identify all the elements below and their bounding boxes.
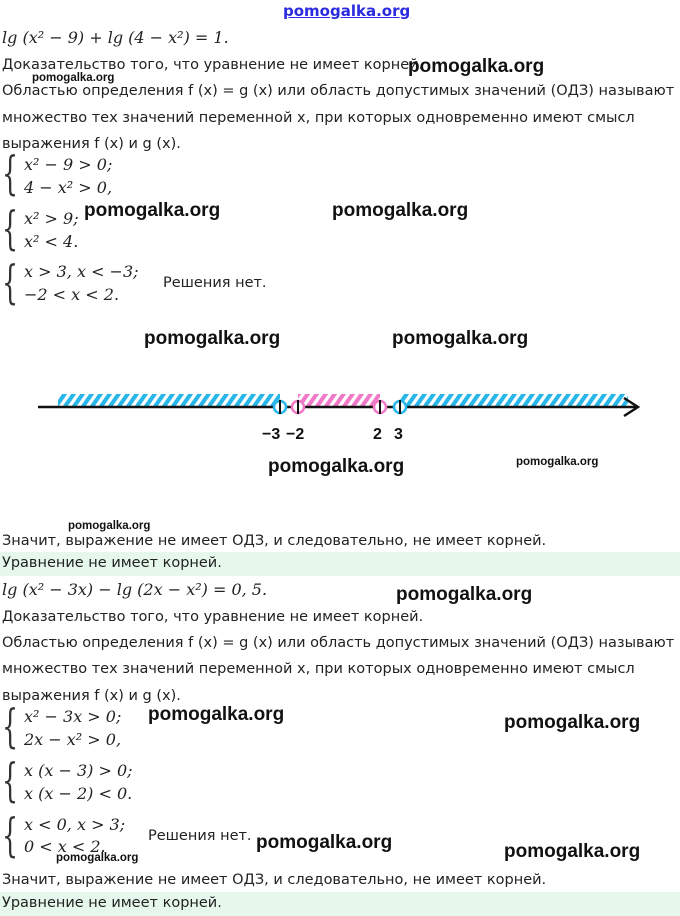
watermark-small: pomogalka.org [68, 520, 151, 532]
hatch-middle-pink [298, 394, 380, 407]
system-brace: { [2, 146, 19, 200]
task1-domain-line2: множество тех значений переменной x, при которых одновременно имеют смысл [2, 110, 635, 126]
watermark: pomogalka.org [408, 56, 545, 77]
task1-proof-heading: Доказательство того, что уравнение не имеет корней. [2, 57, 424, 73]
system-brace: { [2, 201, 19, 255]
watermark: pomogalka.org [256, 832, 393, 853]
task2-domain-line1: Областью определения f (x) = g (x) или область допустимых значений (ОДЗ) называют [2, 635, 675, 651]
tick-label-minus2: −2 [286, 426, 305, 443]
watermark-small: pomogalka.org [56, 852, 139, 864]
task1-sys3-a: x > 3, x < −3; [24, 262, 139, 281]
task1-sys1-a: x² − 9 > 0; [24, 155, 113, 174]
hatch-left-blue [58, 394, 280, 407]
task2-sys1-b: 2x − x² > 0, [24, 730, 122, 749]
task1-no-solutions: Решения нет. [163, 275, 267, 291]
watermark: pomogalka.org [504, 712, 641, 733]
task2-sys2-a: x (x − 3) > 0; [24, 761, 133, 780]
task1-sys2-b: x² < 4. [24, 232, 79, 251]
task2-domain-line2: множество тех значений переменной x, при которых одновременно имеют смысл [2, 661, 635, 677]
task2-equation: lg (x² − 3x) − lg (2x − x²) = 0, 5. [2, 580, 268, 599]
watermark: pomogalka.org [84, 200, 221, 221]
tick-label-minus3: −3 [262, 426, 281, 443]
task1-sys3-b: −2 < x < 2. [24, 285, 120, 304]
watermark: pomogalka.org [396, 584, 533, 605]
watermark: pomogalka.org [504, 841, 641, 862]
watermark-top[interactable]: pomogalka.org [283, 2, 411, 20]
watermark: pomogalka.org [148, 704, 285, 725]
task1-answer: Уравнение не имеет корней. [2, 555, 222, 571]
system-brace: { [2, 808, 19, 862]
task2-sys3-b: 0 < x < 2. [24, 837, 106, 856]
tick-label-2: 2 [373, 426, 382, 443]
task1-sys2-a: x² > 9; [24, 209, 79, 228]
task1-domain-line3: выражения f (x) и g (x). [2, 136, 181, 152]
number-line [0, 380, 680, 430]
task2-conclusion: Значит, выражение не имеет ОДЗ, и следовательно, не имеет корней. [2, 872, 547, 888]
task1-domain-line1: Областью определения f (x) = g (x) или область допустимых значений (ОДЗ) называют [2, 83, 675, 99]
task2-sys1-a: x² − 3x > 0; [24, 707, 122, 726]
watermark: pomogalka.org [268, 456, 405, 477]
watermark-small: pomogalka.org [32, 72, 115, 84]
system-brace: { [2, 699, 19, 753]
task2-no-solutions: Решения нет. [148, 828, 252, 844]
system-brace: { [2, 255, 19, 309]
task2-answer: Уравнение не имеет корней. [2, 895, 222, 911]
task2-proof-heading: Доказательство того, что уравнение не имеет корней. [2, 609, 424, 625]
task1-equation: lg (x² − 9) + lg (4 − x²) = 1. [2, 28, 229, 47]
tick-label-3: 3 [394, 426, 403, 443]
task2-answer-box [0, 892, 680, 916]
task2-domain-line3: выражения f (x) и g (x). [2, 688, 181, 704]
task1-conclusion: Значит, выражение не имеет ОДЗ, и следовательно, не имеет корней. [2, 533, 547, 549]
task1-answer-box [0, 552, 680, 576]
watermark: pomogalka.org [392, 328, 529, 349]
watermark: pomogalka.org [144, 328, 281, 349]
system-brace: { [2, 753, 19, 807]
hatch-right-blue [400, 394, 628, 407]
watermark: pomogalka.org [332, 200, 469, 221]
watermark-small: pomogalka.org [516, 456, 599, 468]
task1-sys1-b: 4 − x² > 0, [24, 178, 113, 197]
task2-sys3-a: x < 0, x > 3; [24, 815, 126, 834]
task2-sys2-b: x (x − 2) < 0. [24, 784, 133, 803]
